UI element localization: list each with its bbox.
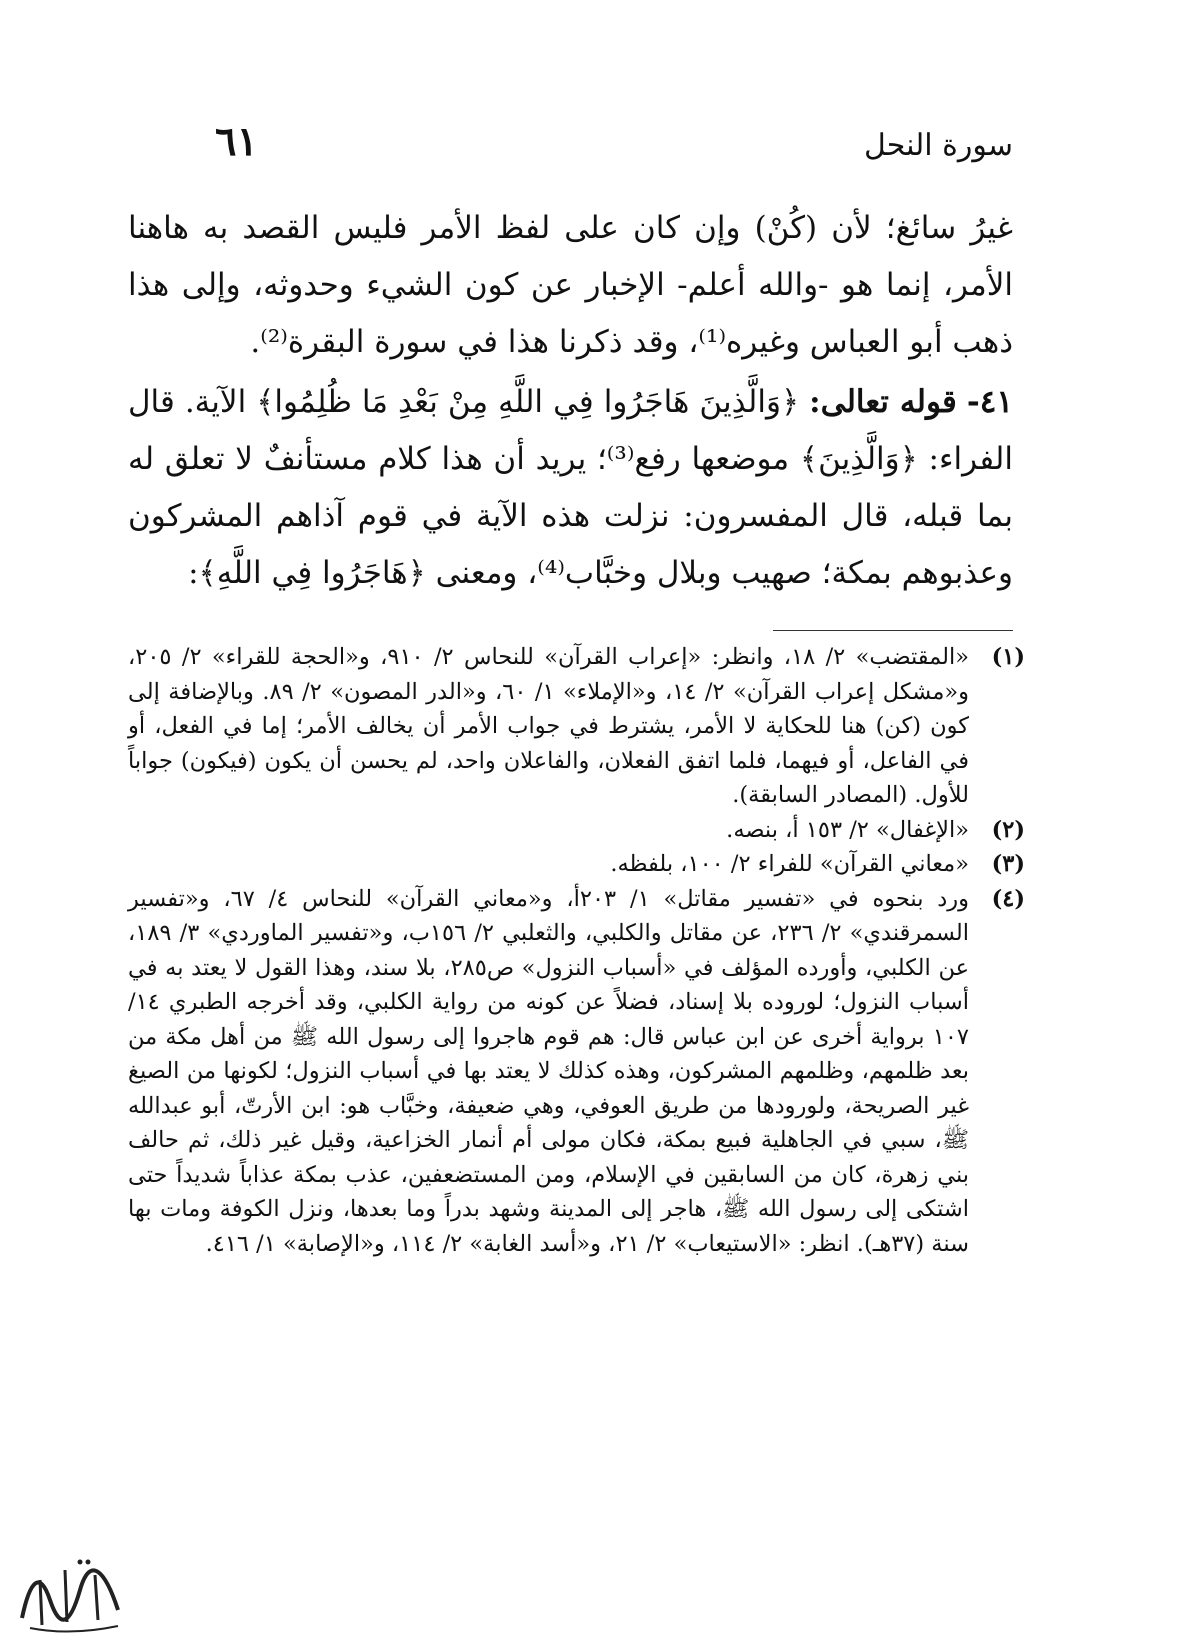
footnote-3 [128, 847, 1025, 882]
paragraph-1: غيرُ سائغ؛ لأن (كُنْ) وإن كان على لفظ الأمر فليس القصد به هاهنا الأمر، إنما هو -والله أعلم- الإخبار عن كون الشيء وحدوثه، وإلى هذا ذهب أبو العباس وغيره⁽¹⁾، وقد ذكرنا هذا في سورة البقرة⁽²⁾. [128, 210, 1013, 360]
publisher-logo [10, 1540, 130, 1640]
paragraph-2-body: ﴿وَالَّذِينَ هَاجَرُوا فِي اللَّهِ مِنْ بَعْدِ مَا ظُلِمُوا﴾ الآية. قال الفراء: ﴿وَالَّذِينَ﴾ موضعها رفع⁽³⁾؛ يريد أن هذا كلام مستأنفٌ لا تعلق له بما قبله، قال المفسرون: نزلت هذه الآية في قوم آذاهم المشركون وعذبوهم بمكة؛ صهيب وبلال وخبَّاب⁽⁴⁾، ومعنى ﴿هَاجَرُوا فِي اللَّهِ﴾: [128, 384, 1013, 591]
footnote-number: (١) [991, 644, 1025, 670]
paragraph-2-number: ٤١- [966, 384, 1013, 420]
page-number: ٦١ [215, 118, 258, 165]
footnotes [128, 640, 1025, 1261]
footnote-text: «الإغفال» ٢/ ١٥٣ أ، بنصه. [726, 816, 969, 843]
paragraph-2-lead: قوله تعالى: [809, 384, 957, 420]
surah-title: سورة النحل [864, 128, 1013, 163]
footnote-number: (٣) [991, 851, 1025, 877]
footnote-number: (٤) [991, 885, 1025, 912]
main-text [128, 200, 1013, 602]
footnote-text: «معاني القرآن» للفراء ٢/ ١٠٠، بلفظه. [610, 851, 969, 877]
footnote-number: (٢) [991, 816, 1025, 843]
footnote-divider [773, 630, 1013, 631]
paragraph-2 [128, 374, 1013, 602]
footnote-text: ورد بنحوه في «تفسير مقاتل» ١/ ٢٠٣أ، و«معاني القرآن» للنحاس ٤/ ٦٧، و«تفسير السمرقندي» ٢/ ٢٣٦، عن مقاتل والكلبي، والثعلبي ٢/ ١٥٦ب، و«تفسير الماوردي» ٣/ ١٨٩، عن الكلبي، وأورده المؤلف في «أسباب النزول» ص٢٨٥، بلا سند، وهذا القول لا يعتد به في أسباب النزول؛ لوروده بلا إسناد، فضلاً عن كونه من رواية الكلبي، وقد أخرجه الطبري ١٤/ ١٠٧ برواية أخرى عن ابن عباس قال: هم قوم هاجروا إلى رسول الله ﷺ من أهل مكة من بعد ظلمهم، وظلمهم المشركون، وهذه كذلك لا يعتد بها في أسباب النزول؛ لكونها من الصيغ غير الصريحة، ولورودها من طريق العوفي، وهي ضعيفة، وخبَّاب هو: ابن الأرتّ، أبو عبدالله ﷺ، سبي في الجاهلية فبيع بمكة، فكان مولى أم أنمار الخزاعية، وقيل غير ذلك، ثم حالف بني زهرة، كان من السابقين في الإسلام، ومن المستضعفين، عذب بمكة عذاباً شديداً حتى اشتكى إلى رسول الله ﷺ، هاجر إلى المدينة وشهد بدراً وما بعدها، ونزل الكوفة ومات بها سنة (٣٧هـ). انظر: «الاستيعاب» ٢/ ٢١، و«أسد الغابة» ٢/ ١١٤، و«الإصابة» ١/ ٤١٦. [128, 885, 970, 1257]
footnote-4 [128, 882, 1025, 1262]
footnote-2 [128, 813, 1025, 848]
footnote-1 [128, 640, 1025, 813]
page-header [215, 118, 1013, 178]
calligraphy-logo-icon [10, 1540, 130, 1640]
footnote-text: «المقتضب» ٢/ ١٨، وانظر: «إعراب القرآن» للنحاس ٢/ ٩١٠، و«الحجة للقراء» ٢/ ٢٠٥، و«مشكل إعراب القرآن» ٢/ ١٤، و«الإملاء» ١/ ٦٠، و«الدر المصون» ٢/ ٨٩. وبالإضافة إلى كون (كن) هنا للحكاية لا الأمر، يشترط في جواب الأمر أن يخالف الأمر؛ إما في الفعل، أو في الفاعل، أو فيهما، فلما اتفق الفعلان، والفاعلان واحد، لم يحسن أن يكون (فيكون) جواباً للأول. (المصادر السابقة). [128, 644, 970, 808]
